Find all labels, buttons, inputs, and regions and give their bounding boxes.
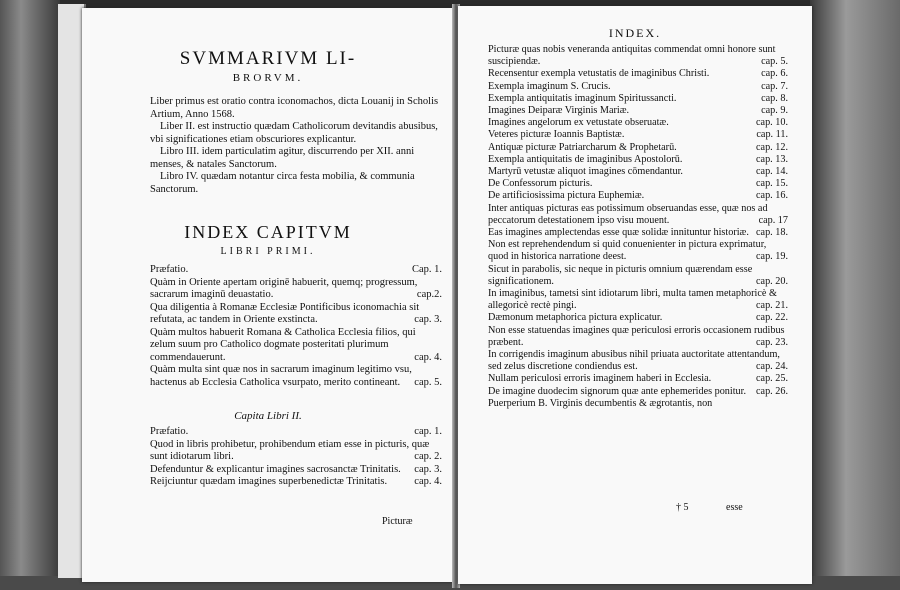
index-entry [488,117,788,129]
entry-text: Non esse statuendas imagines quæ periculosi erroris occasionem rudibus præbent. [488,324,785,348]
entry-text: Dæmonum metaphorica pictura explicatur. [488,312,663,324]
background-right [810,0,900,590]
entry-text: Exempla antiquitatis de imaginibus Apostolorū. [488,153,683,165]
entry-cap: cap. 10. [756,117,788,129]
entry-cap: cap. 12. [756,141,788,153]
entry-text: De imagine duodecim signorum quæ ante ephemerides ponitur. [488,385,747,397]
entry-text: Defenduntur & explicantur imagines sacrosanctæ Trinitatis. [150,463,401,475]
entry-cap: cap. 20. [756,275,788,287]
entry-text: Quàm multa sint quæ nos in sacrarum imaginum legitimo vsu, hactenus ab Ecclesia Catholica vsurpato, merito contineant. [150,364,412,388]
index-entry [150,264,442,277]
entry-text: Qua diligentia à Romanæ Ecclesiæ Pontificibus iconomachia sit refutata, ac tandem in Oriente exstincta. [150,301,420,325]
entry-text: Quod in libris prohibetur, prohibendum etiam esse in picturis, quæ sunt idiotarum libri. [150,438,430,462]
summary-title-cont: BRORVM. [232,72,304,84]
catchword: esse [726,502,743,513]
entry-text: Exempla antiquitatis imaginum Spiritussancti. [488,92,677,104]
index-entry [150,302,442,327]
index-entry [488,178,788,190]
summary-line: Libro III. idem particulatim agitur, discurrendo per XII. anni menses, & natales Sanctorum. [150,146,415,170]
entry-text: Recensentur exempla vetustatis de imaginibus Christi. [488,68,710,80]
index-entry [488,166,788,178]
index-entry [488,312,788,324]
entry-cap: cap. 26. [756,385,788,397]
index-entry [150,439,442,464]
index-entry [150,464,442,477]
entry-text: In imaginibus, tametsi sint idiotarum libri, multa tamen metaphoricè & allegoricè rectè pingi. [488,288,777,312]
entry-cap: cap. 9. [761,105,788,117]
summary-line: Libro IV. quædam notantur circa festa mobilia, & communia Sanctorum. [150,171,415,195]
entry-cap: cap.2. [416,289,442,300]
background-left [0,0,60,590]
entry-text: Nullam periculosi erroris imaginem haberi in Ecclesia. [488,373,712,385]
entry-cap: cap. 21. [756,300,788,312]
index-entry [488,264,788,288]
entry-cap: cap. 5. [414,376,442,388]
index-entry [488,93,788,105]
entry-cap: cap. 19. [756,251,788,263]
entry-cap: cap. 24. [756,361,788,373]
index-entry [488,325,788,349]
entry-cap: cap. 5. [761,56,788,68]
entry-cap: cap. 25. [756,373,788,385]
summary-title: SVMMARIVM LI- [179,48,357,69]
entry-text: Picturæ quas nobis veneranda antiquitas commendat omni honore sunt suscipiendæ. [488,44,776,68]
entry-text: Inter antiquas picturas eas potissimum obseruandas esse, quæ nos ad peccatorum detestationem ipso visu mouent. [488,202,768,226]
entry-text: Veteres picturæ Ioannis Baptistæ. [488,129,625,141]
entry-cap: cap. 13. [756,153,788,165]
index-entry [488,105,788,117]
index-entry [488,154,788,166]
summary-line: Liber II. est instructio quædam Catholicorum devitandis abusibus, vbi significationes etiam obscuriores explicantur. [150,121,438,145]
liber1-list [150,264,442,389]
index-list [488,44,788,410]
entry-text: De Confessorum picturis. [488,178,593,190]
signature-mark: † 5 [676,502,689,513]
entry-text: Quàm in Oriente apertam originē habuerit, quemq; progressum, sacrarum imaginū deuastatio. [150,276,418,300]
summary-line: Liber primus est oratio contra iconomachos, dicta Louanij in Scholis Artium, Anno 1568. [150,96,439,120]
entry-cap: cap. 7. [761,80,788,92]
entry-text: Puerperium B. Virginis decumbentis & ægrotantis, non [488,397,713,409]
entry-cap: cap. 23. [756,336,788,348]
index-entry [488,129,788,141]
entry-text: Antiquæ picturæ Patriarcharum & Prophetarū. [488,141,677,153]
index-entry [488,373,788,385]
entry-cap: cap. 8. [761,92,788,104]
entry-cap: cap. 1. [414,426,442,437]
entry-text: Sicut in parabolis, sic neque in picturis omnium quærendam esse significationem. [488,263,753,287]
index-entry [488,68,788,80]
entry-cap: cap. 11. [756,129,788,141]
entry-text: Martyrū vetustæ aliquot imagines cōmendantur. [488,166,683,178]
index-entry [150,364,442,389]
entry-cap: cap. 17 [758,214,788,226]
entry-text: Exempla imaginum S. Crucis. [488,80,611,92]
left-page [82,8,454,582]
entry-cap: cap. 6. [761,68,788,80]
index-title: INDEX CAPITVM [184,222,352,242]
entry-text: Reijciuntur quædam imagines superbenedictæ Trinitatis. [150,476,388,487]
entry-cap: cap. 3. [414,463,442,475]
index-entry [150,426,442,439]
page-header: INDEX. [608,26,662,40]
index-entry [488,227,788,239]
index-entry [488,349,788,373]
entry-text: Quàm multos habuerit Romana & Catholica Ecclesia filios, qui zelum suum pro Catholico dogmate posteritati plurimum commendauerunt. [150,326,416,363]
index-entry [150,476,442,489]
summary-block [150,96,442,196]
entry-text: Eas imagines amplectendas esse quæ solidæ innituntur historiæ. [488,227,749,239]
liber2-list [150,426,442,489]
entry-text: Imagines Deiparæ Virginis Mariæ. [488,105,630,117]
index-entry [150,277,442,302]
index-entry [150,327,442,365]
index-entry [488,386,788,398]
entry-text: Non est reprehendendum si quid conuenienter in pictura exprimatur, quod in historica narratione deest. [488,239,767,263]
index-entry [488,142,788,154]
index-subtitle: LIBRI PRIMI. [220,246,316,257]
index-entry [488,44,788,68]
entry-cap: cap. 3. [414,314,442,325]
index-entry [488,81,788,93]
catchword: Picturæ [382,516,413,527]
index-entry [488,203,788,227]
entry-cap: cap. 22. [756,312,788,324]
entry-cap: cap. 18. [756,227,788,239]
entry-cap: cap. 2. [414,451,442,462]
right-page [458,6,812,584]
index-entry [488,398,788,410]
entry-text: Præfatio. [150,426,189,437]
entry-cap: cap. 4. [414,351,442,363]
entry-cap: cap. 14. [756,166,788,178]
entry-text: Imagines angelorum ex vetustate obseruatæ. [488,117,669,129]
entry-cap: cap. 4. [414,476,442,487]
index-entry [488,288,788,312]
entry-cap: Cap. 1. [411,264,442,275]
entry-text: Præfatio. [150,264,189,275]
entry-cap: cap. 15. [756,178,788,190]
index-entry [488,239,788,263]
capita-title: Capita Libri II. [234,410,302,422]
entry-text: In corrigendis imaginum abusibus nihil priuata auctoritate attentandum, sed zelus discretione condiendus est. [488,349,780,373]
index-entry [488,190,788,202]
entry-text: De artificiosissima pictura Euphemiæ. [488,190,645,202]
entry-cap: cap. 16. [756,190,788,202]
